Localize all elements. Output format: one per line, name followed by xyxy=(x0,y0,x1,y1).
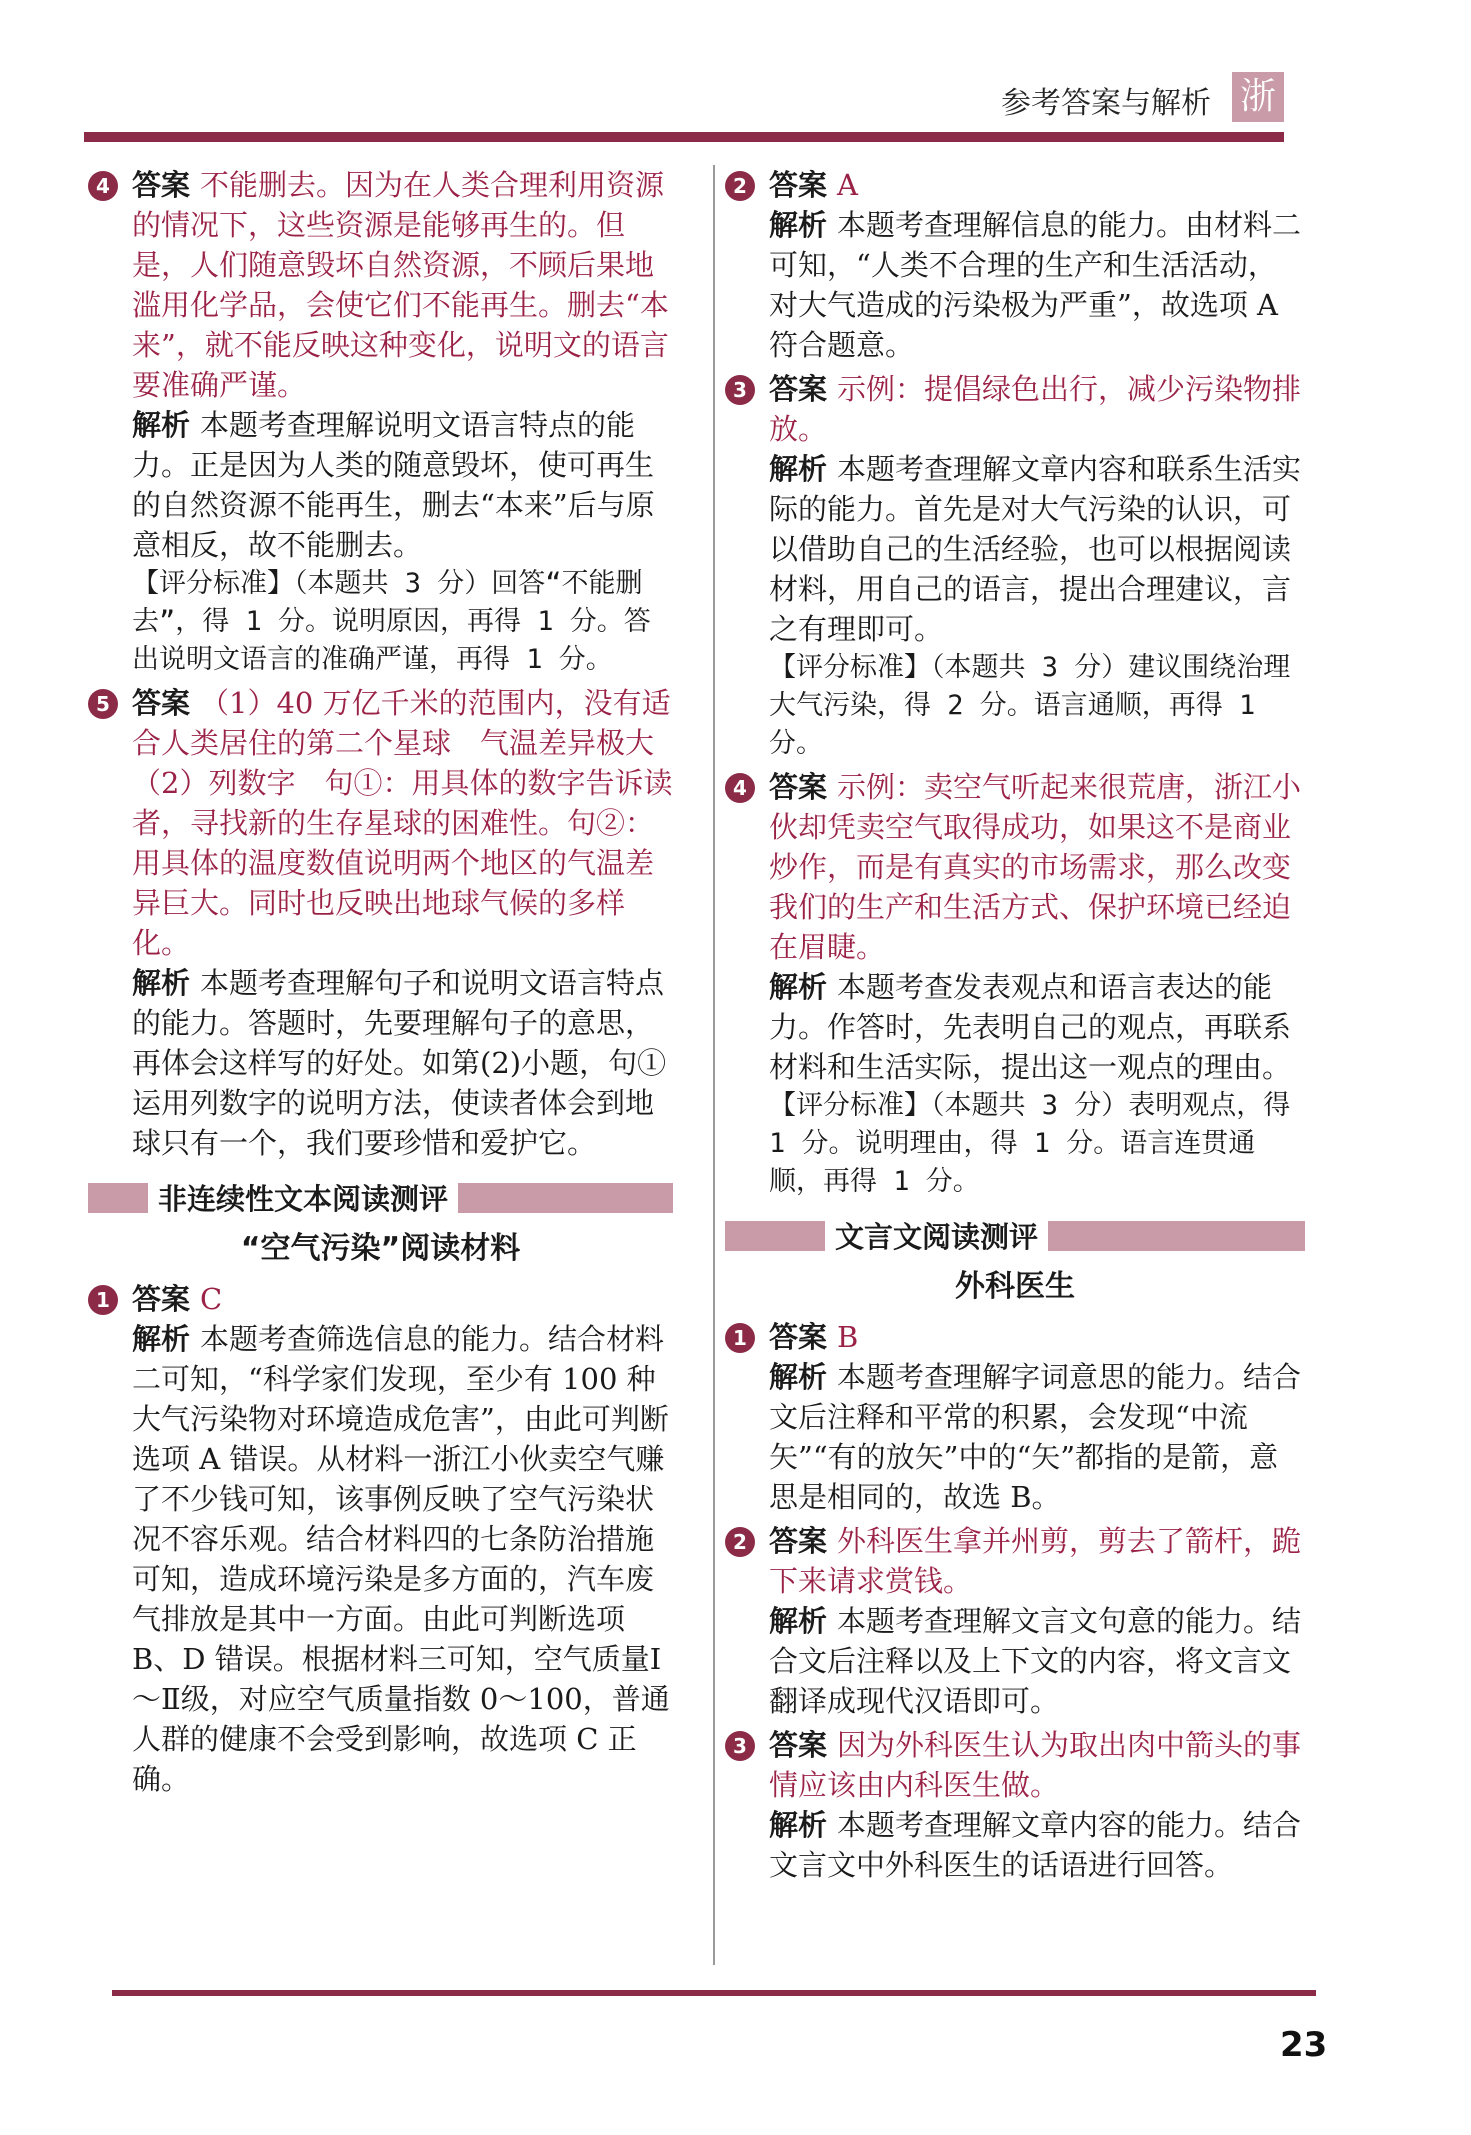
question-number: 2 xyxy=(725,1527,755,1557)
analysis-text: 本题考查筛选信息的能力。结合材料二可知，“科学家们发现，至少有 100 种大气污染物对环境造成危害”，由此可判断选项 A 错误。从材料一浙江小伙卖空气赚了不少钱可知，该事例反映了空气污染状况不容乐观。结合材料四的七条防治措施可知，造成环境污染是多方面的，汽车废气排放是其中一方面。由此可判断选项 B、D 错误。根据材料三可知，空气质量Ⅰ～Ⅱ级，对应空气质量指数 0～100，普通人群的健康不会受到影响，故选项 C 正确。 xyxy=(132,1322,670,1796)
page-header xyxy=(0,0,1471,140)
analysis-label: 解析 xyxy=(132,1322,191,1356)
answer-label: 答案 xyxy=(769,372,828,406)
analysis-label: 解析 xyxy=(769,1604,828,1638)
left-column xyxy=(88,165,673,1803)
section-heading-nonlinear xyxy=(88,1173,673,1221)
question-5-left xyxy=(88,683,673,1163)
section-heading-classical xyxy=(725,1211,1305,1259)
sub-title: 外科医生 xyxy=(955,1269,1075,1304)
analysis-label: 解析 xyxy=(769,970,828,1004)
analysis-text: 本题考查理解句子和说明文语言特点的能力。答题时，先要理解句子的意思，再体会这样写的好处。如第(2)小题，句①运用列数字的说明方法，使读者体会到地球只有一个，我们要珍惜和爱护它。 xyxy=(132,966,667,1160)
section-title: 文言文阅读测评 xyxy=(825,1215,1048,1256)
question-number: 1 xyxy=(88,1285,118,1315)
analysis-text: 本题考查理解文章内容和联系生活实际的能力。首先是对大气污染的认识，可以借助自己的生活经验，也可以根据阅读材料，用自己的语言，提出合理建议，言之有理即可。 xyxy=(769,452,1302,646)
footer-rule xyxy=(112,1990,1316,1996)
scoring-text: 【评分标准】（本题共 3 分）建议围绕治理大气污染，得 2 分。语言通顺，再得 1 分。 xyxy=(769,652,1291,759)
answer-text-part2: （2）列数字 句①：用具体的数字告诉读者，寻找新的生存星球的困难性。句②：用具体的温度数值说明两个地区的气温差异巨大。同时也反映出地球气候的多样化。 xyxy=(132,766,673,960)
region-badge: 浙 xyxy=(1232,72,1284,122)
analysis-label: 解析 xyxy=(769,1360,828,1394)
question-number: 2 xyxy=(725,171,755,201)
answer-label: 答案 xyxy=(132,168,191,202)
classical-question-2 xyxy=(725,1521,1305,1721)
column-divider xyxy=(713,165,715,1965)
page-number: 23 xyxy=(1280,2025,1328,2065)
question-number: 1 xyxy=(725,1323,755,1353)
analysis-label: 解析 xyxy=(132,408,191,442)
header-rule xyxy=(84,132,1284,142)
analysis-text: 本题考查理解信息的能力。由材料二可知，“人类不合理的生产和生活活动，对大气造成的污染极为严重”，故选项 A 符合题意。 xyxy=(769,208,1302,362)
question-1-left xyxy=(88,1279,673,1799)
answer-text: 外科医生拿并州剪，剪去了箭杆，跪下来请求赏钱。 xyxy=(769,1524,1302,1598)
scoring-text: 【评分标准】（本题共 3 分）表明观点，得 1 分。说明理由，得 1 分。语言连贯通顺，再得 1 分。 xyxy=(769,1090,1291,1197)
analysis-text: 本题考查理解文言文句意的能力。结合文后注释以及上下文的内容，将文言文翻译成现代汉语即可。 xyxy=(769,1604,1302,1718)
answer-text-part1: （1）40 万亿千米的范围内，没有适合人类居住的第二个星球 气温差异极大 xyxy=(132,686,671,760)
analysis-text: 本题考查理解文章内容的能力。结合文言文中外科医生的话语进行回答。 xyxy=(769,1808,1302,1882)
analysis-text: 本题考查理解说明文语言特点的能力。正是因为人类的随意毁坏，使可再生的自然资源不能再生，删去“本来”后与原意相反，故不能删去。 xyxy=(132,408,655,562)
header-title: 参考答案与解析 xyxy=(1001,86,1211,121)
answer-label: 答案 xyxy=(769,1524,828,1558)
analysis-text: 本题考查理解字词意思的能力。结合文后注释和平常的积累，会发现“中流矢”“有的放矢”中的“矢”都指的是箭，意思是相同的，故选 B。 xyxy=(769,1360,1302,1514)
answer-label: 答案 xyxy=(769,1320,828,1354)
analysis-label: 解析 xyxy=(769,1808,828,1842)
answer-label: 答案 xyxy=(769,1728,828,1762)
question-number: 3 xyxy=(725,1731,755,1761)
answer-text: A xyxy=(837,168,858,202)
sub-title: “空气污染”阅读材料 xyxy=(240,1231,521,1266)
answer-label: 答案 xyxy=(769,168,828,202)
question-3-right xyxy=(725,369,1305,763)
question-number: 4 xyxy=(88,171,118,201)
right-column xyxy=(725,165,1305,1889)
answer-text: 示例：卖空气听起来很荒唐，浙江小伙却凭卖空气取得成功，如果这不是商业炒作，而是有真实的市场需求，那么改变我们的生产和生活方式、保护环境已经迫在眉睫。 xyxy=(769,770,1302,964)
section-title: 非连续性文本阅读测评 xyxy=(148,1177,458,1218)
question-4-right xyxy=(725,767,1305,1201)
question-number: 4 xyxy=(725,773,755,803)
scoring-text: 【评分标准】（本题共 3 分）回答“不能删去”，得 1 分。说明原因，再得 1 分。答出说明文语言的准确严谨，再得 1 分。 xyxy=(132,568,651,675)
question-number: 5 xyxy=(88,689,118,719)
answer-text: 不能删去。因为在人类合理利用资源的情况下，这些资源是能够再生的。但是，人们随意毁坏自然资源，不顾后果地滥用化学品，会使它们不能再生。删去“本来”，就不能反映这种变化，说明文的语言要准确严谨。 xyxy=(132,168,669,402)
analysis-label: 解析 xyxy=(132,966,191,1000)
analysis-text: 本题考查发表观点和语言表达的能力。作答时，先表明自己的观点，再联系材料和生活实际，提出这一观点的理由。 xyxy=(769,970,1292,1084)
answer-label: 答案 xyxy=(132,1282,191,1316)
analysis-label: 解析 xyxy=(769,452,828,486)
answer-text: C xyxy=(200,1282,223,1316)
classical-question-3 xyxy=(725,1725,1305,1885)
answer-text: B xyxy=(837,1320,859,1354)
answer-text: 示例：提倡绿色出行，减少污染物排放。 xyxy=(769,372,1302,446)
classical-question-1 xyxy=(725,1317,1305,1517)
question-2-right xyxy=(725,165,1305,365)
answer-label: 答案 xyxy=(769,770,828,804)
question-4-left xyxy=(88,165,673,679)
answer-text: 因为外科医生认为取出肉中箭头的事情应该由内科医生做。 xyxy=(769,1728,1302,1802)
question-number: 3 xyxy=(725,375,755,405)
analysis-label: 解析 xyxy=(769,208,828,242)
answer-label: 答案 xyxy=(132,686,191,720)
